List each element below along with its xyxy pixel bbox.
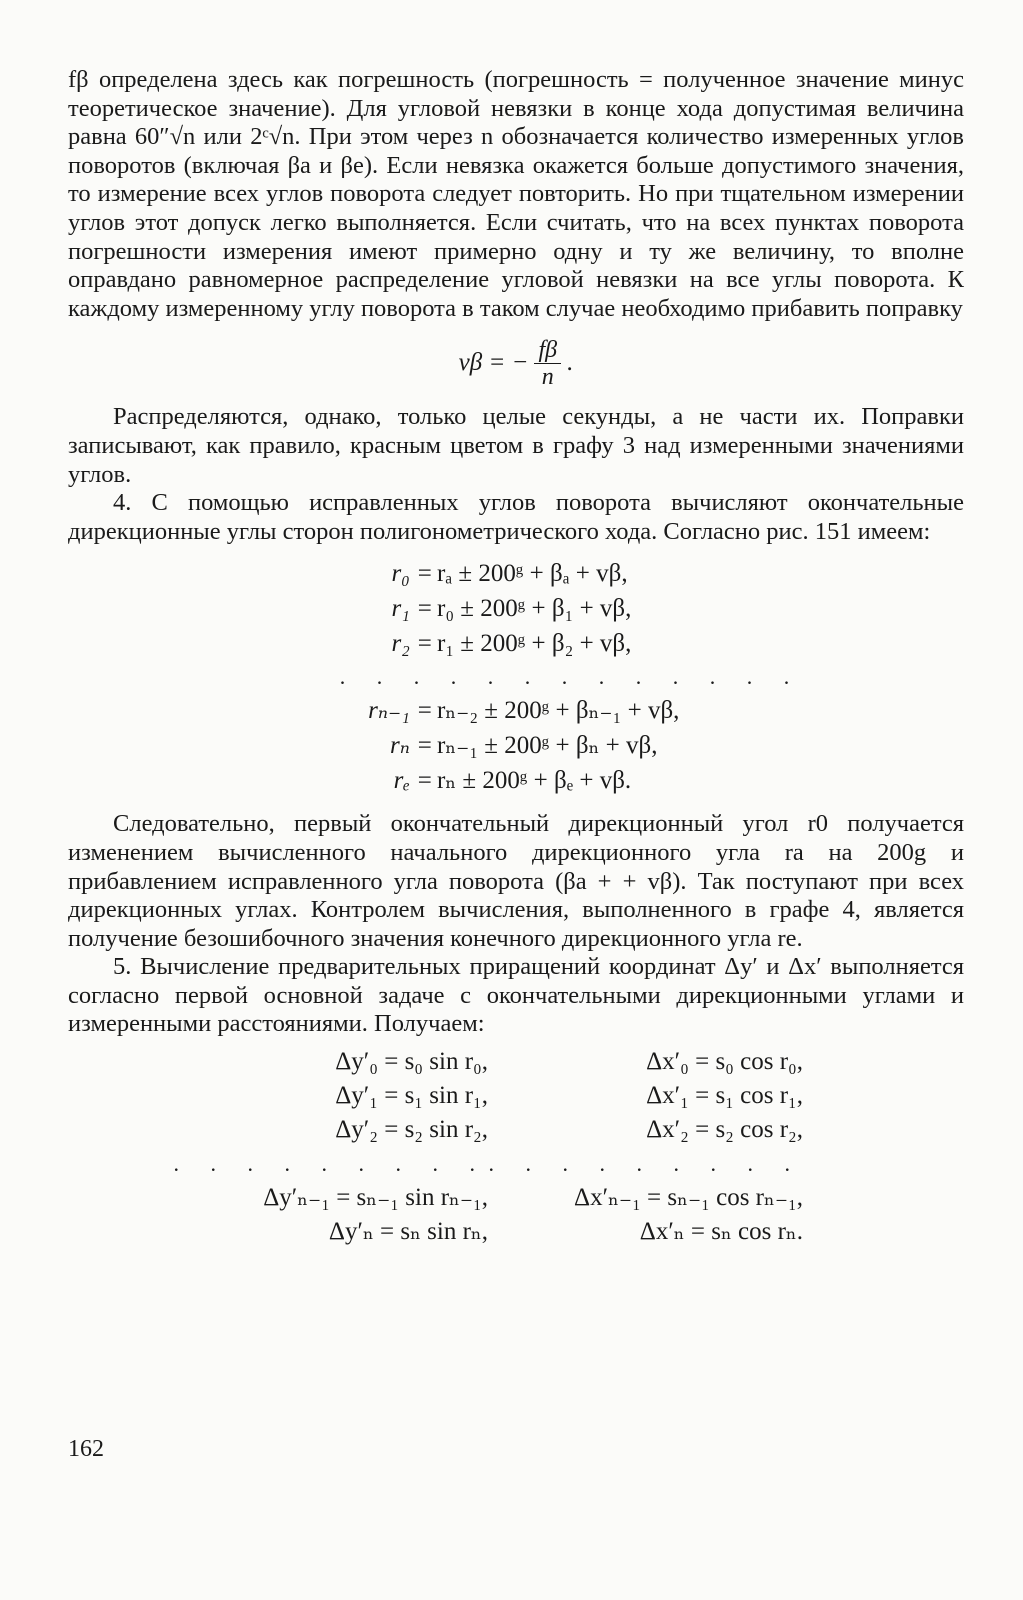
delta-y-formula: Δy′ₙ₋₁ = sₙ₋₁ sin rₙ₋₁, xyxy=(263,1184,488,1212)
equation-lhs: r₂ = xyxy=(391,630,433,658)
delta-x-formula: Δx′ₙ = sₙ cos rₙ. xyxy=(639,1218,803,1246)
equation-lhs: rₙ = xyxy=(390,732,433,760)
coord-row xyxy=(68,1181,964,1215)
delta-y-formula: Δy′₁ = s₁ sin r₁, xyxy=(335,1082,488,1110)
formula-v-beta xyxy=(68,331,964,395)
equation-lhs: rₙ₋₁ = xyxy=(368,697,433,725)
formula-v-numerator: fβ xyxy=(534,337,561,364)
formula-v-fraction xyxy=(534,337,561,390)
equation-row xyxy=(68,693,964,728)
delta-x-formula: Δx′ₙ₋₁ = sₙ₋₁ cos rₙ₋₁, xyxy=(574,1184,803,1212)
equation-row xyxy=(68,556,964,591)
delta-y-formula: Δy′₂ = s₂ sin r₂, xyxy=(335,1116,488,1144)
formula-v-tail: . xyxy=(567,349,574,377)
equation-row xyxy=(68,591,964,626)
paragraph-1: fβ определена здесь как погрешность (погрешность = полученное значение минус теоретическое значение). Для угловой невязки в конце хода допустимая величина равна 60″√n или 2ᶜ√n. При этом через n обозначается количество измеренных углов поворотов (включая βa и βe). Если невязка окажется больше допустимого значения, то измерение всех углов поворота следует повторить. Но при тщательном измерении углов этот допуск легко выполняется. Если считать, что на всех пунктах поворота погрешности измерения имеют примерно одну и ту же величину, то вполне оправдано равномерное распределение угловой невязки на все углы поворота. К каждому измеренному углу поворота в таком случае необходимо прибавить поправку xyxy=(68,66,964,322)
direction-angle-equations xyxy=(68,556,964,798)
coord-row xyxy=(68,1113,964,1147)
paragraph-2: Распределяются, однако, только целые секунды, а не части их. Поправки записывают, как правило, красным цветом в графу 3 над измеренными значениями углов. xyxy=(68,403,964,488)
delta-x-formula: Δx′₂ = s₂ cos r₂, xyxy=(646,1116,803,1144)
coord-row xyxy=(68,1045,964,1079)
ellipsis-dots: . . . . . . . . . xyxy=(488,1151,803,1177)
equation-rhs: r₀ ± 200ᵍ + β₁ + vβ, xyxy=(437,595,632,623)
equation-rhs: rₙ₋₂ ± 200ᵍ + βₙ₋₁ + vβ, xyxy=(437,697,680,725)
coord-row xyxy=(68,1079,964,1113)
paragraph-3: 4. С помощью исправленных углов поворота вычисляют окончательные дирекционные углы сторон полигонометрического хода. Согласно рис. 151 имеем: xyxy=(68,489,964,545)
paragraph-4: Следовательно, первый окончательный дирекционный угол r0 получается изменением вычисленного начального дирекционного угла ra на 200g и прибавлением исправленного угла поворота (βa + + vβ). Так поступают при всех дирекционных углах. Контролем вычисления, выполненного в графе 4, является получение безошибочного значения конечного дирекционного угла re. xyxy=(68,810,964,952)
coord-row xyxy=(68,1215,964,1249)
equation-rhs: r₁ ± 200ᵍ + β₂ + vβ, xyxy=(437,630,632,658)
equation-lhs: rₑ = xyxy=(393,767,433,795)
equation-rhs: rₙ ± 200ᵍ + βₑ + vβ. xyxy=(437,767,632,795)
coordinate-increment-equations xyxy=(68,1045,964,1249)
page-body xyxy=(68,66,964,1249)
delta-x-formula: Δx′₁ = s₁ cos r₁, xyxy=(646,1082,803,1110)
equation-row xyxy=(68,626,964,661)
equation-lhs: r₀ = xyxy=(391,560,433,588)
ellipsis-dots: . . . . . . . . . . . . . xyxy=(339,664,803,690)
delta-y-formula: Δy′ₙ = sₙ sin rₙ, xyxy=(328,1218,488,1246)
ellipsis-dots: . . . . . . . . . xyxy=(173,1151,488,1177)
equation-rhs: rₙ₋₁ ± 200ᵍ + βₙ + vβ, xyxy=(437,732,658,760)
equation-lhs: r₁ = xyxy=(391,595,433,623)
paragraph-5: 5. Вычисление предварительных приращений координат Δy′ и Δx′ выполняется согласно первой основной задаче с окончательными дирекционными углами и измеренными расстояниями. Получаем: xyxy=(68,953,964,1038)
equation-row xyxy=(68,763,964,798)
equation-row xyxy=(68,728,964,763)
coord-dots-row xyxy=(68,1147,964,1181)
delta-y-formula: Δy′₀ = s₀ sin r₀, xyxy=(335,1048,488,1076)
page-number: 162 xyxy=(68,1436,104,1462)
delta-x-formula: Δx′₀ = s₀ cos r₀, xyxy=(646,1048,803,1076)
equation-rhs: rₐ ± 200ᵍ + βₐ + vβ, xyxy=(437,560,628,588)
formula-v-lhs: vβ = − xyxy=(458,349,529,377)
formula-v-denominator: n xyxy=(541,363,554,390)
